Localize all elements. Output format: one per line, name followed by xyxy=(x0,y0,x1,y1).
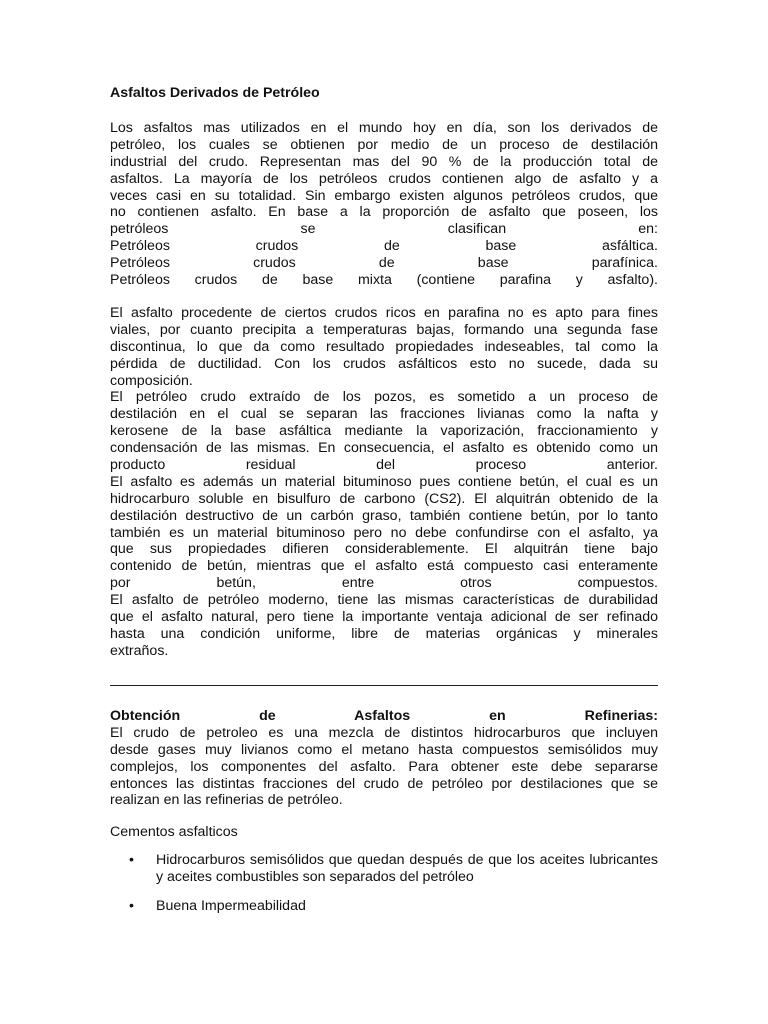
text-line: kerosene de la base asfáltica mediante la vaporización, fraccionamiento y xyxy=(110,423,658,440)
text-line: condensación de las mismas. En consecuencia, el asfalto es obtenido como un xyxy=(110,440,658,457)
text-line: Petróleos crudos de base mixta (contiene parafina y asfalto). xyxy=(110,272,658,289)
text-line: contenido de betún, mientras que el asfalto está compuesto casi enteramente xyxy=(110,558,658,575)
section-heading: Obtención de Asfaltos en Refinerias: xyxy=(110,708,658,724)
text-line: hasta una condición uniforme, libre de materias orgánicas y minerales xyxy=(110,625,658,642)
bullet-icon: • xyxy=(129,852,134,868)
text-line: veces casi en su totalidad. Sin embargo existen algunos petróleos crudos, que xyxy=(110,187,658,204)
text-line: realizan en las refinerias de petróleo. xyxy=(110,792,343,809)
text-line: Petróleos crudos de base parafínica. xyxy=(110,255,658,272)
text-line: El petróleo crudo extraído de los pozos, es sometido a un proceso de xyxy=(110,389,658,406)
text-line: complejos, los componentes del asfalto. Para obtener este debe separarse xyxy=(110,758,658,775)
text-line: destilación destructivo de un carbón graso, también contiene betún, por lo tanto xyxy=(110,507,658,524)
text-line: que el asfalto natural, pero tiene la importante ventaja adicional de ser refinado xyxy=(110,609,658,626)
text-line: no contienen asfalto. En base a la proporción de asfalto que poseen, los xyxy=(110,204,658,221)
text-line: El asfalto es además un material bituminoso pues contiene betún, el cual es un xyxy=(110,473,658,490)
text-line: composición. xyxy=(110,372,193,389)
document-title: Asfaltos Derivados de Petróleo xyxy=(110,85,320,101)
list-item-text: Buena Impermeabilidad xyxy=(156,897,306,914)
text-line: que sus propiedades difieren considerablemente. El alquitrán tiene bajo xyxy=(110,541,658,558)
text-line: desde gases muy livianos como el metano hasta compuestos semisólidos muy xyxy=(110,741,658,758)
text-line: asfaltos. La mayoría de los petróleos crudos contienen algo de asfalto y a xyxy=(110,170,658,187)
bullet-list xyxy=(110,852,658,927)
paragraph-intro xyxy=(110,120,658,289)
text-line: discontinua, lo que da como resultado propiedades indeseables, tal como la xyxy=(110,338,658,355)
text-line: El crudo de petroleo es una mezcla de distintos hidrocarburos que incluyen xyxy=(110,724,658,741)
text-line: petróleos se clasifican en: xyxy=(110,221,658,238)
text-line: por betún, entre otros compuestos. xyxy=(110,575,658,592)
text-line: El asfalto de petróleo moderno, tiene las mismas características de durabilidad xyxy=(110,592,658,609)
text-line: hidrocarburo soluble en bisulfuro de carbono (CS2). El alquitrán obtenido de la xyxy=(110,490,658,507)
section-refineries xyxy=(110,708,658,809)
text-line: entonces las distintas fracciones del crudo de petróleo por destilaciones que se xyxy=(110,775,658,792)
subheading-cementos: Cementos asfalticos xyxy=(110,824,238,840)
paragraph-asphalt-properties xyxy=(110,305,658,660)
bullet-icon: • xyxy=(129,897,134,914)
list-item xyxy=(110,852,658,886)
text-line: Los asfaltos mas utilizados en el mundo hoy en día, son los derivados de xyxy=(110,120,658,136)
text-line: también es un material bituminoso pero no debe confundirse con el asfalto, ya xyxy=(110,524,658,541)
list-item-text: Hidrocarburos semisólidos que quedan después de que los aceites lubricantes y aceites combustibles son separados del petróleo xyxy=(156,852,658,885)
text-line: El asfalto procedente de ciertos crudos ricos en parafina no es apto para fines xyxy=(110,305,658,321)
horizontal-divider xyxy=(110,685,658,686)
text-line: destilación en el cual se separan las fracciones livianas como la nafta y xyxy=(110,406,658,423)
text-line: industrial del crudo. Representan mas del 90 % de la producción total de xyxy=(110,153,658,170)
text-line: Petróleos crudos de base asfáltica. xyxy=(110,238,658,255)
text-line: extraños. xyxy=(110,642,169,659)
text-line: viales, por cuanto precipita a temperaturas bajas, formando una segunda fase xyxy=(110,321,658,338)
text-line: producto residual del proceso anterior. xyxy=(110,457,658,474)
text-line: petróleo, los cuales se obtienen por medio de un proceso de destilación xyxy=(110,136,658,153)
text-line: pérdida de ductilidad. Con los crudos asfálticos esto no sucede, dada su xyxy=(110,355,658,372)
list-item xyxy=(110,898,658,915)
